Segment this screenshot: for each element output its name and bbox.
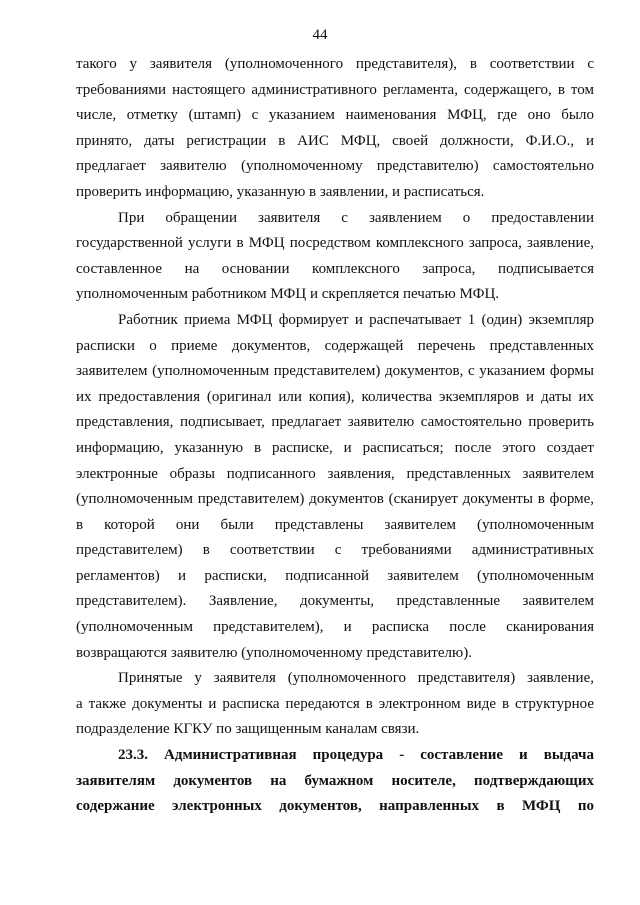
text-line: регламентов) и расписки, подписанной заявителем (уполномоченным [76, 567, 594, 584]
heading-line: содержание электронных документов, направленных в МФЦ по [76, 798, 594, 815]
text-line: подразделение КГКУ по защищенным каналам связи. [76, 721, 420, 738]
paragraph-3 [76, 308, 594, 666]
text-line: электронные образы подписанного заявления, представленных заявителем [76, 465, 594, 482]
text-line: (уполномоченным представителем) документов (сканирует документы в форме, [76, 491, 594, 508]
text-line: в которой они были представлены заявителем (уполномоченным [76, 516, 594, 533]
text-line: государственной услуги в МФЦ посредством комплексного запроса, заявление, [76, 235, 594, 252]
heading-line: 23.3. Административная процедура - составление и выдача [118, 747, 594, 764]
text-line: информацию, указанную в расписке, и расписаться; после этого создает [76, 439, 594, 456]
text-line: а также документы и расписка передаются в электронном виде в структурное [76, 695, 594, 712]
text-line: проверить информацию, указанную в заявлении, и расписаться. [76, 183, 485, 200]
text-line: расписки о приеме документов, содержащей перечень представленных [76, 337, 594, 354]
text-line: уполномоченным работником МФЦ и скрепляется печатью МФЦ. [76, 286, 500, 303]
text-line: представления, подписывает, предлагает заявителю самостоятельно проверить [76, 414, 594, 431]
text-line: требованиями настоящего административного регламента, содержащего, в том [76, 81, 594, 98]
text-line: Принятые у заявителя (уполномоченного представителя) заявление, [118, 670, 594, 687]
text-line: заявителем (уполномоченным представителем) документов, с указанием формы [76, 363, 594, 380]
text-line: предлагает заявителю (уполномоченному представителю) самостоятельно [76, 158, 594, 175]
text-line: числе, отметку (штамп) с указанием наименования МФЦ, где оно было [76, 107, 594, 124]
text-line: их предоставления (оригинал или копия), количества экземпляров и даты их [76, 388, 594, 405]
paragraph-2 [76, 206, 594, 308]
text-line: Работник приема МФЦ формирует и распечатывает 1 (один) экземпляр [118, 311, 594, 328]
document-body [76, 52, 594, 820]
heading-line: заявителям документов на бумажном носителе, подтверждающих [76, 772, 594, 789]
text-line: (уполномоченным представителем), и расписка после сканирования [76, 619, 594, 636]
text-line: такого у заявителя (уполномоченного представителя), в соответствии с [76, 56, 594, 72]
text-line: принято, даты регистрации в АИС МФЦ, своей должности, Ф.И.О., и [76, 132, 594, 149]
paragraph-4 [76, 666, 594, 743]
text-line: возвращаются заявителю (уполномоченному представителю). [76, 644, 472, 661]
text-line: представителем) в соответствии с требованиями административных [76, 542, 594, 559]
section-heading-23-3 [76, 743, 594, 820]
text-line: составленное на основании комплексного запроса, подписывается [76, 260, 594, 277]
paragraph-1 [76, 52, 594, 206]
page-number: 44 [312, 27, 328, 43]
text-line: представителем). Заявление, документы, представленные заявителем [76, 593, 594, 610]
text-line: При обращении заявителя с заявлением о предоставлении [118, 209, 594, 226]
